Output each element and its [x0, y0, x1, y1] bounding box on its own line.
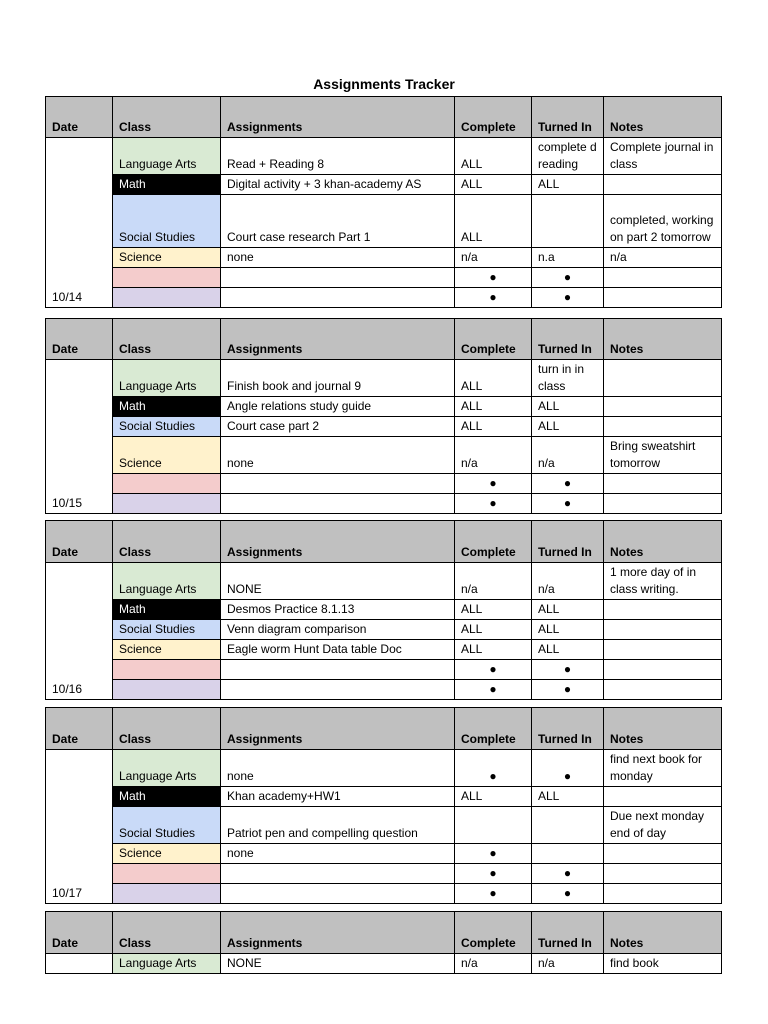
table-row: [46, 248, 722, 268]
assignment-cell: [221, 268, 455, 288]
header-date: Date: [46, 521, 113, 563]
header-assignments: Assignments: [221, 708, 455, 750]
turned-in-cell: ALL: [532, 417, 604, 437]
notes-cell: [604, 268, 722, 288]
turned-in-cell: complete d reading: [532, 138, 604, 175]
assignment-cell: Eagle worm Hunt Data table Doc: [221, 640, 455, 660]
table-row: [46, 954, 722, 974]
turned-in-cell: ALL: [532, 640, 604, 660]
notes-cell: [604, 288, 722, 308]
header-complete: Complete: [455, 319, 532, 360]
complete-bullet: ●: [455, 884, 532, 904]
assignment-cell: [221, 660, 455, 680]
class-cell: Science: [113, 437, 221, 474]
class-cell: Language Arts: [113, 360, 221, 397]
class-cell: Language Arts: [113, 750, 221, 787]
header-class: Class: [113, 912, 221, 954]
assignment-cell: Desmos Practice 8.1.13: [221, 600, 455, 620]
table-row: [46, 494, 722, 514]
turned-in-cell: turn in in class: [532, 360, 604, 397]
notes-cell: [604, 864, 722, 884]
notes-cell: [604, 620, 722, 640]
table-row: [46, 288, 722, 308]
complete-cell: ALL: [455, 640, 532, 660]
class-cell: [113, 268, 221, 288]
table-row: [46, 864, 722, 884]
date-cell: 10/14: [46, 138, 113, 308]
table-row: [46, 787, 722, 807]
header-complete: Complete: [455, 521, 532, 563]
class-cell: Social Studies: [113, 417, 221, 437]
assignment-cell: [221, 884, 455, 904]
class-cell: Math: [113, 787, 221, 807]
notes-cell: [604, 397, 722, 417]
class-cell: Science: [113, 844, 221, 864]
table-row: [46, 397, 722, 417]
turned-in-cell: ALL: [532, 600, 604, 620]
assignment-cell: [221, 288, 455, 308]
notes-cell: [604, 787, 722, 807]
assignment-cell: NONE: [221, 563, 455, 600]
assignment-cell: NONE: [221, 954, 455, 974]
assignment-cell: Read + Reading 8: [221, 138, 455, 175]
turned-in-bullet: ●: [532, 268, 604, 288]
turned-in-cell: n.a: [532, 248, 604, 268]
table-row: [46, 600, 722, 620]
complete-cell: ALL: [455, 397, 532, 417]
header-turned-in: Turned In: [532, 319, 604, 360]
class-cell: Social Studies: [113, 195, 221, 248]
header-date: Date: [46, 912, 113, 954]
turned-in-bullet: ●: [532, 750, 604, 787]
turned-in-cell: [532, 807, 604, 844]
assignment-cell: [221, 494, 455, 514]
header-class: Class: [113, 319, 221, 360]
complete-cell: ALL: [455, 138, 532, 175]
complete-bullet: ●: [455, 268, 532, 288]
table-row: [46, 563, 722, 600]
table-row: [46, 807, 722, 844]
date-cell: 10/16: [46, 563, 113, 700]
turned-in-cell: ALL: [532, 620, 604, 640]
notes-cell: Complete journal in class: [604, 138, 722, 175]
turned-in-bullet: ●: [532, 288, 604, 308]
header-row: [46, 708, 722, 750]
complete-bullet: ●: [455, 844, 532, 864]
tracker-table-4: [45, 707, 722, 904]
notes-cell: [604, 474, 722, 494]
complete-bullet: ●: [455, 474, 532, 494]
notes-cell: [604, 175, 722, 195]
complete-bullet: ●: [455, 660, 532, 680]
class-cell: Math: [113, 397, 221, 417]
tracker-table-2: [45, 318, 722, 514]
header-notes: Notes: [604, 521, 722, 563]
turned-in-cell: ALL: [532, 397, 604, 417]
header-turned-in: Turned In: [532, 97, 604, 138]
assignment-cell: none: [221, 248, 455, 268]
complete-cell: n/a: [455, 248, 532, 268]
header-class: Class: [113, 521, 221, 563]
assignment-cell: none: [221, 750, 455, 787]
turned-in-cell: [532, 195, 604, 248]
date-cell: 10/15: [46, 360, 113, 514]
tracker-table-5: [45, 911, 722, 974]
assignment-cell: Digital activity + 3 khan-academy AS: [221, 175, 455, 195]
header-turned-in: Turned In: [532, 912, 604, 954]
turned-in-bullet: ●: [532, 864, 604, 884]
table-row: [46, 360, 722, 397]
notes-cell: [604, 680, 722, 700]
header-complete: Complete: [455, 912, 532, 954]
header-date: Date: [46, 319, 113, 360]
notes-cell: [604, 640, 722, 660]
complete-cell: ALL: [455, 360, 532, 397]
notes-cell: find book: [604, 954, 722, 974]
assignment-cell: none: [221, 437, 455, 474]
header-date: Date: [46, 97, 113, 138]
table-row: [46, 417, 722, 437]
header-row: [46, 521, 722, 563]
complete-bullet: ●: [455, 288, 532, 308]
assignment-cell: Patriot pen and compelling question: [221, 807, 455, 844]
header-assignments: Assignments: [221, 97, 455, 138]
header-notes: Notes: [604, 97, 722, 138]
assignment-cell: [221, 474, 455, 494]
turned-in-cell: n/a: [532, 954, 604, 974]
header-complete: Complete: [455, 97, 532, 138]
table-row: [46, 640, 722, 660]
complete-cell: ALL: [455, 417, 532, 437]
assignment-cell: Khan academy+HW1: [221, 787, 455, 807]
complete-cell: ALL: [455, 787, 532, 807]
notes-cell: [604, 844, 722, 864]
turned-in-bullet: ●: [532, 660, 604, 680]
class-cell: Language Arts: [113, 138, 221, 175]
notes-cell: [604, 494, 722, 514]
turned-in-cell: [532, 844, 604, 864]
complete-cell: [455, 807, 532, 844]
turned-in-bullet: ●: [532, 680, 604, 700]
header-row: [46, 97, 722, 138]
class-cell: [113, 680, 221, 700]
notes-cell: n/a: [604, 248, 722, 268]
notes-cell: [604, 417, 722, 437]
notes-cell: 1 more day of in class writing.: [604, 563, 722, 600]
complete-cell: ALL: [455, 195, 532, 248]
turned-in-cell: n/a: [532, 437, 604, 474]
header-turned-in: Turned In: [532, 521, 604, 563]
table-row: [46, 620, 722, 640]
class-cell: Science: [113, 248, 221, 268]
complete-bullet: ●: [455, 750, 532, 787]
notes-cell: [604, 660, 722, 680]
header-row: [46, 912, 722, 954]
class-cell: Social Studies: [113, 807, 221, 844]
class-cell: [113, 884, 221, 904]
notes-cell: [604, 884, 722, 904]
complete-cell: ALL: [455, 620, 532, 640]
table-row: [46, 750, 722, 787]
turned-in-bullet: ●: [532, 474, 604, 494]
header-notes: Notes: [604, 912, 722, 954]
turned-in-bullet: ●: [532, 884, 604, 904]
class-cell: Science: [113, 640, 221, 660]
header-notes: Notes: [604, 708, 722, 750]
header-notes: Notes: [604, 319, 722, 360]
complete-bullet: ●: [455, 680, 532, 700]
complete-bullet: ●: [455, 864, 532, 884]
table-row: [46, 844, 722, 864]
table-row: [46, 660, 722, 680]
assignment-cell: Angle relations study guide: [221, 397, 455, 417]
tracker-table-3: [45, 520, 722, 700]
header-assignments: Assignments: [221, 912, 455, 954]
complete-bullet: ●: [455, 494, 532, 514]
table-row: [46, 680, 722, 700]
notes-cell: Bring sweatshirt tomorrow: [604, 437, 722, 474]
class-cell: [113, 864, 221, 884]
notes-cell: Due next monday end of day: [604, 807, 722, 844]
turned-in-bullet: ●: [532, 494, 604, 514]
class-cell: Math: [113, 175, 221, 195]
complete-cell: ALL: [455, 600, 532, 620]
assignment-cell: [221, 864, 455, 884]
notes-cell: completed, working on part 2 tomorrow: [604, 195, 722, 248]
date-cell: 10/17: [46, 750, 113, 904]
table-row: [46, 437, 722, 474]
turned-in-cell: n/a: [532, 563, 604, 600]
header-turned-in: Turned In: [532, 708, 604, 750]
complete-cell: n/a: [455, 954, 532, 974]
class-cell: Language Arts: [113, 954, 221, 974]
header-class: Class: [113, 708, 221, 750]
turned-in-cell: ALL: [532, 787, 604, 807]
class-cell: [113, 494, 221, 514]
assignment-cell: [221, 680, 455, 700]
table-row: [46, 175, 722, 195]
assignment-cell: Venn diagram comparison: [221, 620, 455, 640]
assignment-cell: Court case research Part 1: [221, 195, 455, 248]
table-row: [46, 138, 722, 175]
class-cell: Language Arts: [113, 563, 221, 600]
header-assignments: Assignments: [221, 319, 455, 360]
page-title: Assignments Tracker: [313, 76, 455, 92]
header-complete: Complete: [455, 708, 532, 750]
table-row: [46, 884, 722, 904]
table-row: [46, 268, 722, 288]
complete-cell: ALL: [455, 175, 532, 195]
header-date: Date: [46, 708, 113, 750]
header-class: Class: [113, 97, 221, 138]
date-cell: [46, 954, 113, 974]
notes-cell: [604, 360, 722, 397]
tracker-table-1: [45, 96, 722, 308]
class-cell: [113, 474, 221, 494]
turned-in-cell: ALL: [532, 175, 604, 195]
complete-cell: n/a: [455, 563, 532, 600]
notes-cell: find next book for monday: [604, 750, 722, 787]
assignment-cell: Court case part 2: [221, 417, 455, 437]
table-row: [46, 474, 722, 494]
header-assignments: Assignments: [221, 521, 455, 563]
class-cell: [113, 288, 221, 308]
class-cell: Math: [113, 600, 221, 620]
complete-cell: n/a: [455, 437, 532, 474]
header-row: [46, 319, 722, 360]
class-cell: Social Studies: [113, 620, 221, 640]
notes-cell: [604, 600, 722, 620]
table-row: [46, 195, 722, 248]
class-cell: [113, 660, 221, 680]
assignment-cell: none: [221, 844, 455, 864]
assignment-cell: Finish book and journal 9: [221, 360, 455, 397]
